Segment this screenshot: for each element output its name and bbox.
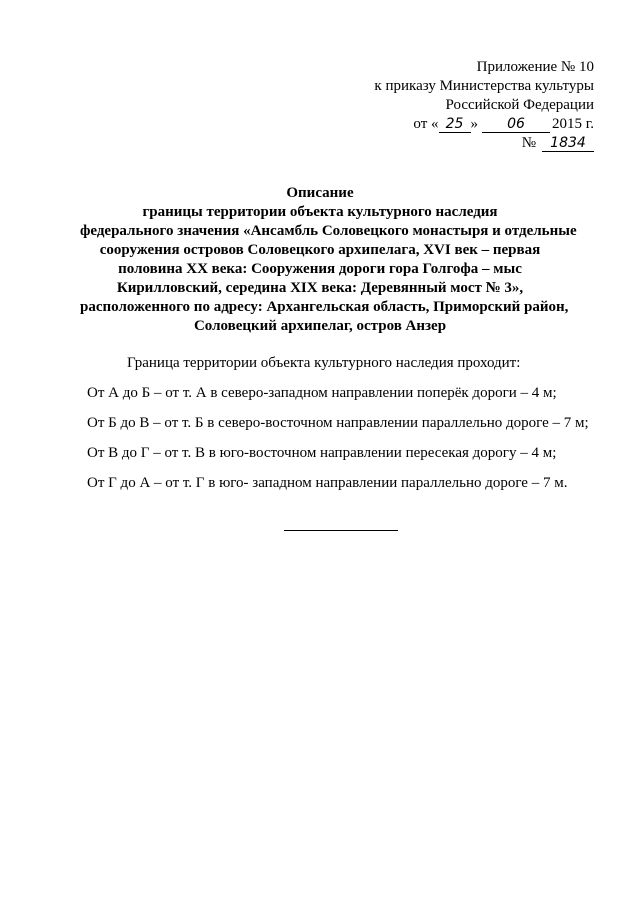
date-mid: » [470,116,479,132]
title-line: Описание [286,185,354,201]
date-month-handwritten: 06 [482,117,550,133]
boundary-segment: От В до Г – от т. В в юго-восточном направлении пересекая дорогу – 4 м; [87,445,557,461]
closing-rule [284,530,398,531]
boundary-segment: От Г до А – от т. Г в юго- западном направлении параллельно дороге – 7 м. [87,475,568,491]
date-year: 2015 г. [552,116,594,132]
appendix-header [374,58,594,153]
title-line: расположенного по адресу: Архангельская область, Приморский район, [80,299,569,315]
date-day-handwritten: 25 [439,117,471,133]
date-prefix: от « [413,116,439,132]
title-line: Кирилловский, середина XIX века: Деревянный мост № 3», [116,280,524,296]
appendix-ministry: Российской Федерации [445,97,594,113]
order-date [374,115,594,134]
appendix-number: Приложение № 10 [476,59,594,75]
title-line: сооружения островов Соловецкого архипелага, XVI век – первая [99,242,541,258]
intro-paragraph: Граница территории объекта культурного наследия проходит: [127,355,521,371]
boundary-segment: От Б до В – от т. Б в северо-восточном направлении параллельно дороге – 7 м; [87,415,589,431]
number-label: № [521,135,536,151]
boundary-description [87,354,607,504]
boundary-segment: От А до Б – от т. А в северо-западном направлении поперёк дороги – 4 м; [87,385,557,401]
title-line: границы территории объекта культурного наследия [142,204,498,220]
order-number [374,134,594,153]
title-line: федерального значения «Ансамбль Соловецкого монастыря и отдельные [80,223,577,239]
title-line: Соловецкий архипелаг, остров Анзер [193,318,447,334]
number-handwritten: 1834 [542,136,594,152]
title-line: половина XX века: Сооружения дороги гора Голгофа – мыс [118,261,522,277]
document-title [80,184,577,336]
appendix-order-ref: к приказу Министерства культуры [374,78,594,94]
